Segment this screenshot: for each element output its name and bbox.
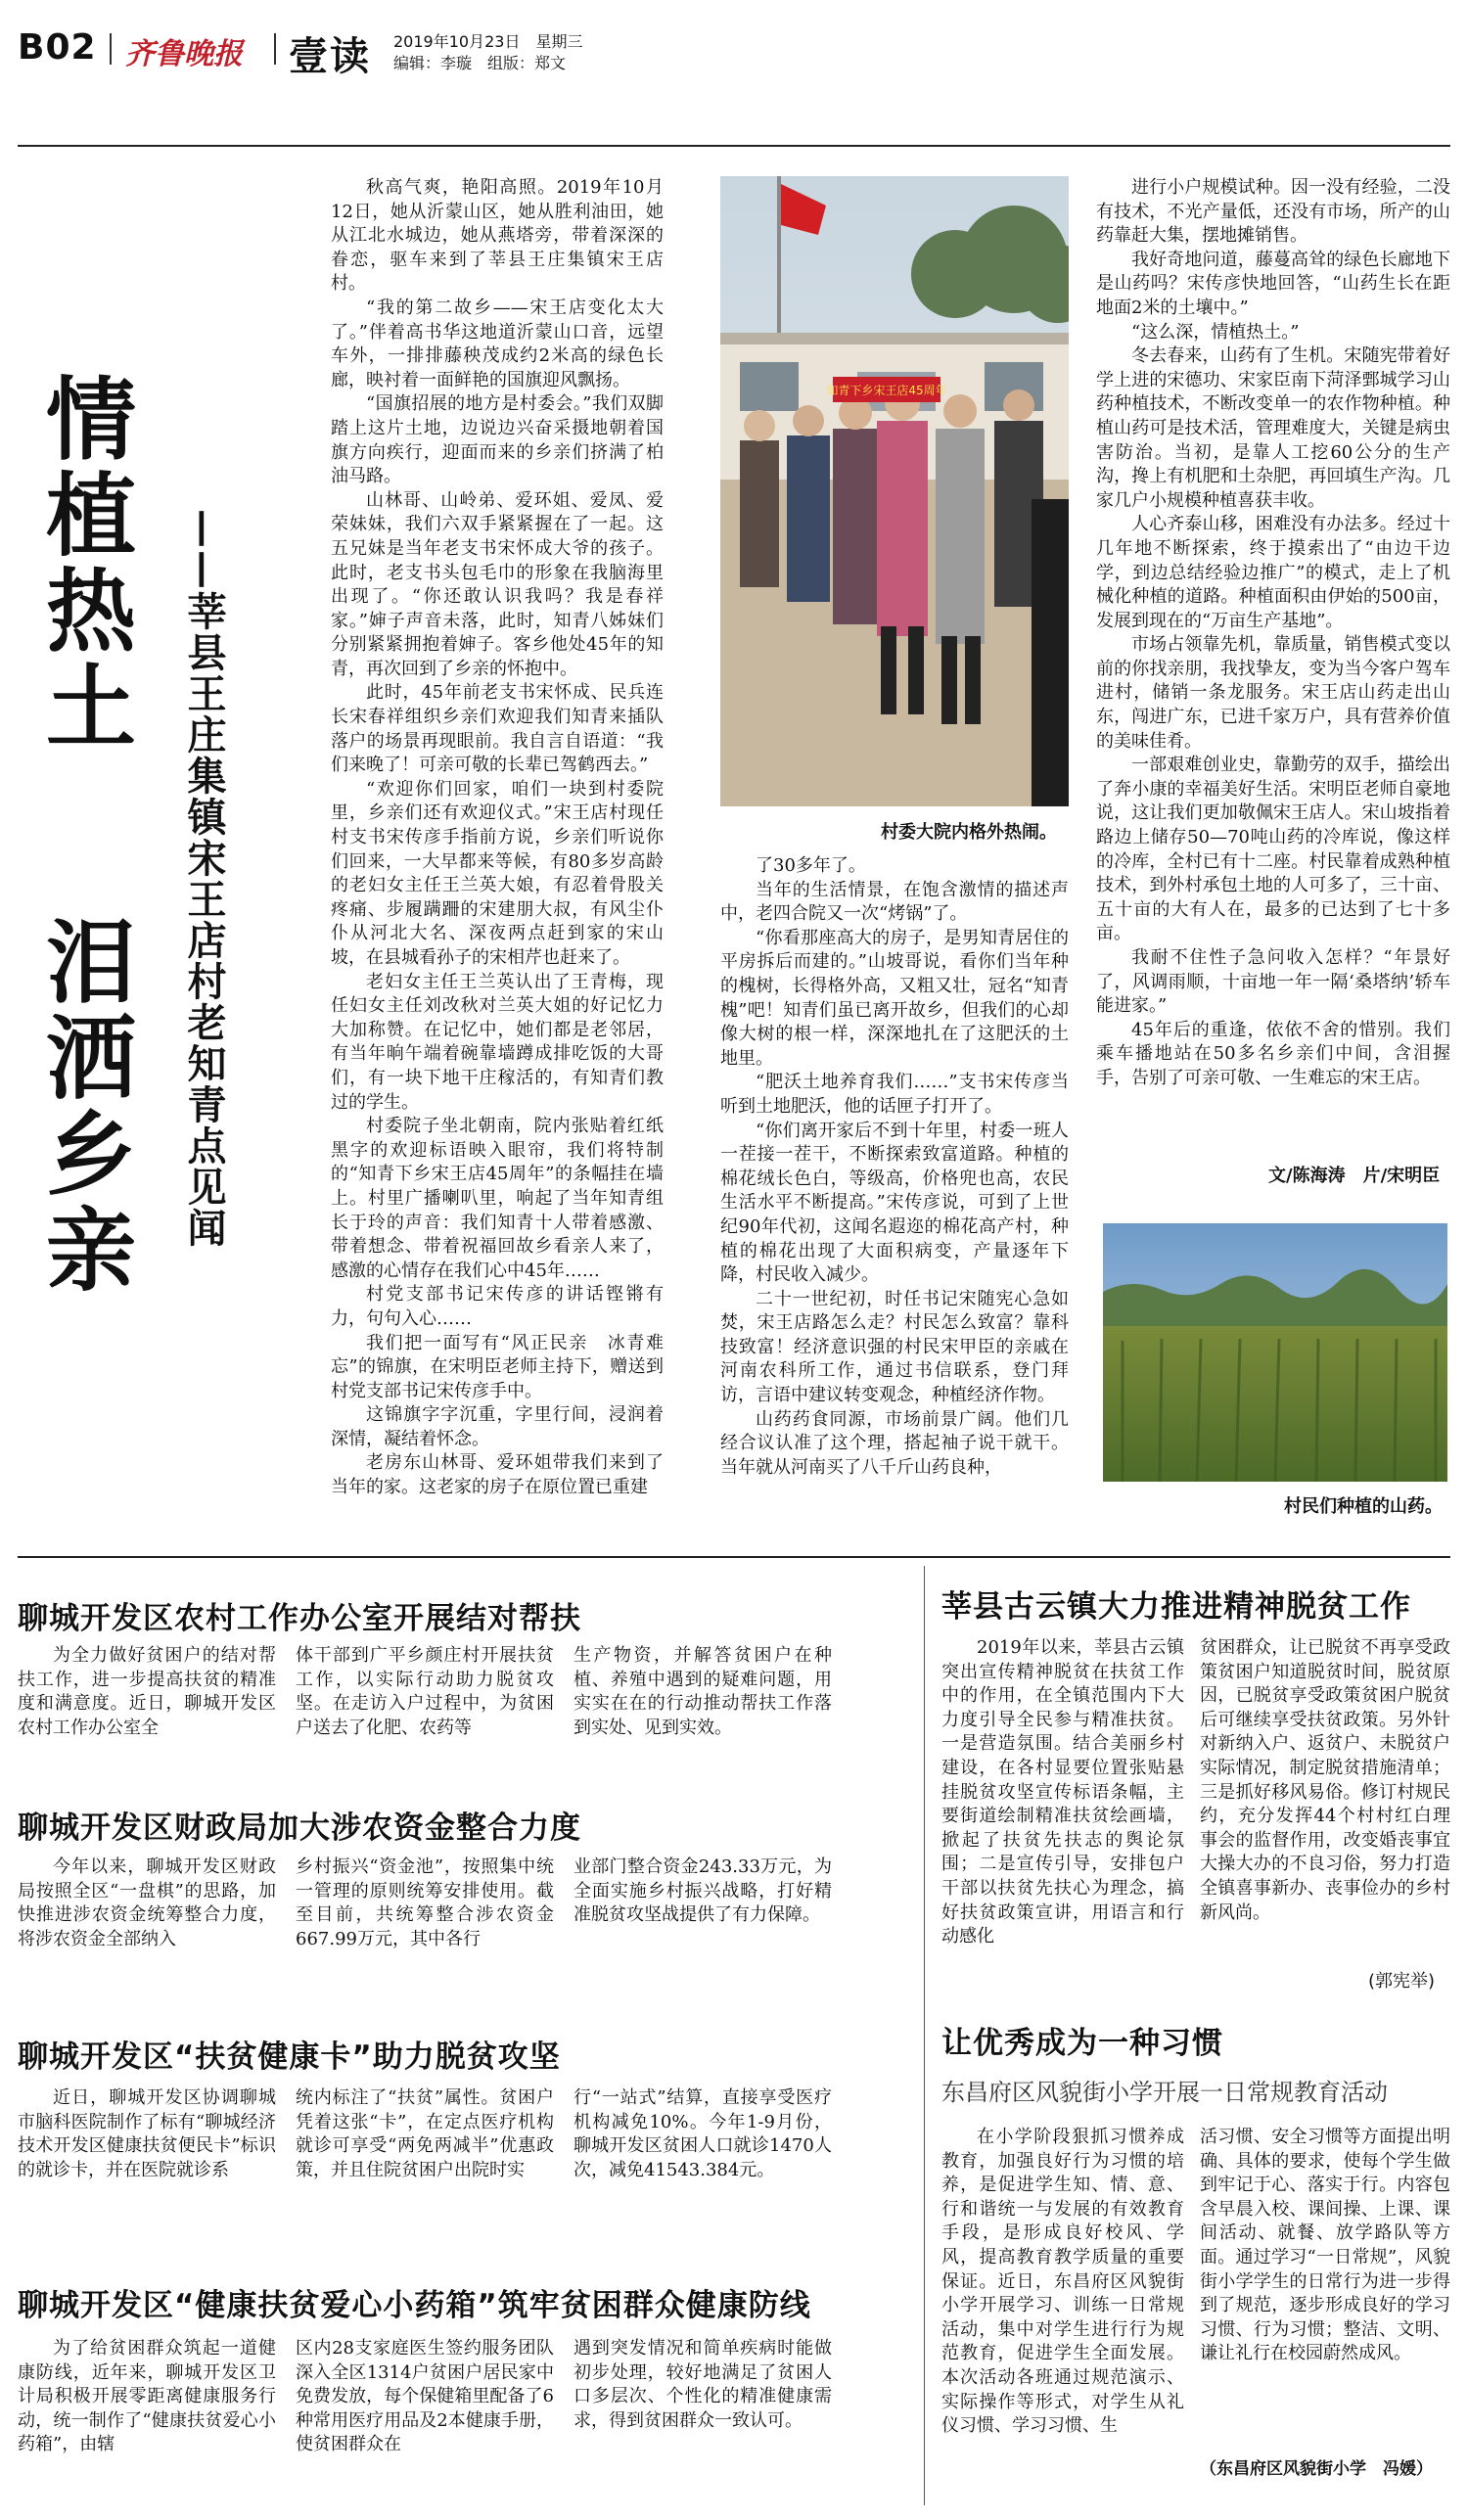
masthead-divider — [274, 33, 276, 65]
masthead-rule — [18, 145, 1450, 147]
photo2-caption: 村民们种植的山药。 — [1284, 1496, 1443, 1517]
section-divider — [18, 1556, 1450, 1558]
story-title: 让优秀成为一种习惯 — [941, 2026, 1223, 2061]
brief3-title: 聊城开发区“扶贫健康卡”助力脱贫攻坚 — [18, 2039, 561, 2075]
paragraph: 老房东山林哥、爱环姐带我们来到了当年的家。这老家的房子在原位置已重建 — [331, 1452, 664, 1498]
paragraph: 此时，45年前老支书宋怀成、民兵连长宋春祥组织乡亲们欢迎我们知青来插队落户的场景再现眼前。我自言自语道：“我们来晚了！可亲可敬的长辈已驾鹤西去。” — [331, 682, 664, 776]
paragraph: 这锦旗字字沉重，字里行间，浸润着深情，凝结着怀念。 — [331, 1404, 664, 1449]
paragraph: 二十一世纪初，时任书记宋随宪心急如焚，宋王店路怎么走？村民怎么致富？靠科技致富！经济意识强的村民宋甲臣的亲戚在河南农科所工作，通过书信联系，登门拜访，言语中建议转变观念，种植经济作物。 — [720, 1288, 1069, 1406]
feature-byline: 文/陈海涛 片/宋明臣 — [1268, 1166, 1441, 1186]
photo-village-gathering — [720, 176, 1069, 806]
paragraph: 村党支部书记宋传彦的讲话铿锵有力，句句入心…… — [331, 1284, 664, 1329]
paragraph: 老妇女主任王兰英认出了王青梅，现任妇女主任刘改秋对兰英大姐的好记忆力大加称赞。在记忆中，她们都是老邻居，有当年晌午端着碗靠墙蹲成排吃饭的大哥们，有一块下地干庄稼活的，有知青们教过的学生。 — [331, 971, 664, 1113]
newspaper-logo: 齐鲁晚报 — [125, 37, 243, 71]
paragraph: 进行小户规模试种。因一没有经验，二没有技术，不光产量低，还没有市场，所产的山药靠赶大集，摆地摊销售。 — [1096, 177, 1450, 247]
feature-column-3 — [1096, 176, 1450, 1160]
paragraph: 我好奇地问道，藤蔓高耸的绿色长廊地下是山药吗？宋传彦快地回答，“山药生长在距地面2米的土壤中。” — [1096, 249, 1450, 318]
brief4-col: 为了给贫困群众筑起一道健康防线，近年来，聊城开发区卫计局积极开展零距离健康服务行动，统一制作了“健康扶贫爱心小药箱”，由辖 — [18, 2338, 276, 2455]
brief2-col: 乡村振兴“资金池”，按照集中统一管理的原则统筹安排使用。截至目前，共统筹整合涉农资金667.99万元，其中各行 — [296, 1856, 554, 1949]
brief3-col: 统内标注了“扶贫”属性。贫困户凭着这张“卡”，在定点医疗机构就诊可享受“两免两减半”优惠政策，并且住院贫困户出院时实 — [296, 2087, 554, 2180]
brief2-col: 业部门整合资金243.33万元，为全面实施乡村振兴战略，打好精准脱贫攻坚战提供了有力保障。 — [573, 1856, 832, 1926]
paragraph: 当年的生活情景，在饱含激情的描述声中，老四合院又一次“烤锅”了。 — [720, 879, 1069, 925]
brief3-col: 近日，聊城开发区协调聊城市脑科医院制作了标有“聊城经济技术开发区健康扶贫便民卡”标识的就诊卡，并在医院就诊系 — [18, 2087, 276, 2180]
story-column: 2019年以来，莘县古云镇突出宣传精神脱贫在扶贫工作中的作用，在全镇范围内下大力度引导全民参与精准扶贫。一是营造氛围。结合美丽乡村建设，在各村显要位置张贴悬挂脱贫攻坚宣传标语条幅，主要街道绘制精准扶贫绘画墙，掀起了扶贫先扶志的舆论氛围；二是宣传引导，安排包户干部以扶贫先扶心为理念，搞好扶贫政策宣讲，用语言和行动感化 — [941, 1637, 1184, 1947]
paragraph: “这么深，情植热土。” — [1131, 321, 1300, 343]
paragraph: “肥沃土地养育我们……”支书宋传彦当听到土地肥沃，他的话匣子打开了。 — [720, 1072, 1069, 1117]
brief4-col: 遇到突发情况和简单疾病时能做初步处理，较好地满足了贫困人口多层次、个性化的精准健康需求，得到贫困群众一致认可。 — [573, 2338, 832, 2431]
photo1-caption: 村委大院内格外热闹。 — [881, 822, 1057, 843]
brief4-title: 聊城开发区“健康扶贫爱心小药箱”筑牢贫困群众健康防线 — [18, 2288, 811, 2323]
story-column: 贫困群众，让已脱贫不再享受政策贫困户知道脱贫时间，脱贫原因，已脱贫享受政策贫困户脱贫后可继续享受扶贫政策。另外针对新纳入户、返贫户、未脱贫户实际情况，制定脱贫措施清单；三是抓好移风易俗。修订村规民约，充分发挥44个村村红白理事会的监督作用，改变婚丧事宜大操大办的不良习俗，努力打造全镇喜事新办、丧事俭办的乡村新风尚。 — [1200, 1637, 1450, 1923]
paragraph: 我们把一面写有“风正民亲 冰青难忘”的锦旗，在宋明臣老师主持下，赠送到村党支部书记宋传彦手中。 — [331, 1332, 664, 1401]
story-column: 在小学阶段狠抓习惯养成教育，加强良好行为习惯的培养，是促进学生知、情、意、行和谐统一与发展的有效教育手段，是形成良好校风、学风，提高教育教学质量的重要保证。近日，东昌府区风貌街小学开展学习、训练一日常规活动，集中对学生进行行为规范教育，促进学生全面发展。本次活动各班通过规范演示、实际操作等形式，对学生从礼仪习惯、学习习惯、生 — [941, 2127, 1184, 2437]
brief1-title: 聊城开发区农村工作办公室开展结对帮扶 — [18, 1601, 581, 1636]
brief2-col: 今年以来，聊城开发区财政局按照全区“一盘棋”的思路，加快推进涉农资金统筹整合力度，将涉农资金全部纳入 — [18, 1856, 276, 1949]
feature-column-1 — [331, 176, 664, 1542]
story-column: 活习惯、安全习惯等方面提出明确、具体的要求，使每个学生做到牢记于心、落实于行。内容包含早晨入校、课间操、上课、课间活动、就餐、放学路队等方面。通过学习“一日常规”，风貌街小学学生的日常行为进一步得到了规范，逐步形成良好的学习习惯、行为习惯；整洁、文明、谦让礼行在校园蔚然成风。 — [1200, 2127, 1450, 2364]
paragraph: 冬去春来，山药有了生机。宋随宪带着好学上进的宋德功、宋家臣南下菏泽鄄城学习山药种植技术，不断改变单一的农作物种植。种植山药可是技术活，管理难度大，关键是病虫害防治。当初，是靠人工挖60公分的生产沟，搀上有机肥和土杂肥，再回填生产沟。几家几户小规模种植喜获丰收。 — [1096, 345, 1450, 511]
paragraph: 秋高气爽，艳阳高照。2019年10月12日，她从沂蒙山区，她从胜利油田，她从江北水城边，她从燕塔旁，带着深深的眷恋，驱车来到了莘县王庄集镇宋王店村。 — [331, 177, 664, 295]
paragraph: 山药药食同源，市场前景广阔。他们几经合议认准了这个理，搭起袖子说干就干。当年就从河南买了八千斤山药良种， — [720, 1408, 1069, 1478]
paragraph: “欢迎你们回家，咱们一块到村委院里，乡亲们还有欢迎仪式。”宋王店村现任村支书宋传彦手指前方说，乡亲们听说你们回来，一大早都来等候，有80多岁高龄的老妇女主任王兰英大娘，有忍着骨股关疼痛、步履蹒跚的宋建朋大叔，有风尘仆仆从河北大名、深夜两点赶到家的宋山坡，在县城看孙子的宋相芹也赶来了。 — [331, 778, 664, 968]
paragraph: 了30多年了。 — [756, 855, 866, 876]
brief1-col: 生产物资，并解答贫困户在种植、养殖中遇到的疑难问题，用实实在在的行动推动帮扶工作落到实处、见到实效。 — [573, 1645, 832, 1738]
paragraph: 人心齐泰山移，困难没有办法多。经过十几年地不断探索，终于摸索出了“由边干边学，到边总结经验边推广”的模式，走上了机械化种植的道路。种植面积由伊始的500亩，发展到现在的“万亩生产基地”。 — [1096, 514, 1450, 631]
story-subtitle: 东昌府区风貌街小学开展一日常规教育活动 — [941, 2079, 1388, 2106]
paragraph: 一部艰难创业史，靠勤劳的双手，描绘出了奔小康的幸福美好生活。宋明臣老师自豪地说，这让我们更加敬佩宋王店人。宋山坡指着路边上储存50—70吨山药的冷库说，像这样的冷库，全村已有十二座。村民靠着成熟种植技术，到外村承包土地的人可多了，三十亩、五十亩的大有人在，最多的已达到了七十多亩。 — [1096, 755, 1450, 944]
brief3-col: 行“一站式”结算，直接享受医疗机构减免10%。今年1-9月份，聊城开发区贫困人口就诊1470人次，减免41543.384元。 — [573, 2087, 832, 2180]
page-number: B02 — [18, 27, 97, 68]
brief2-title: 聊城开发区财政局加大涉农资金整合力度 — [18, 1810, 581, 1846]
feature-subtitle: ——莘县王庄集镇宋王店村老知青点见闻 — [181, 509, 227, 1249]
feature-title-line2: 泪洒乡亲 — [31, 915, 137, 1299]
paragraph: 45年后的重逢，依依不舍的惜别。我们乘车播地站在50多名乡亲们中间，含泪握手，告别了可亲可敬、一生难忘的宋王店。 — [1096, 1019, 1450, 1088]
photo-yam-field — [1103, 1223, 1447, 1482]
paragraph: “国旗招展的地方是村委会。”我们双脚踏上这片土地，边说边兴奋采摄地朝着国旗方向疾行，迎面而来的乡亲们挤满了柏油马路。 — [331, 393, 664, 487]
editor-credits: 编辑：李璇 组版：郑文 — [393, 54, 567, 72]
brief4-col: 区内28支家庭医生签约服务团队深入全区1314户贫困户居民家中免费发放，每个保健箱里配备了6种常用医疗用品及2本健康手册，使贫困群众在 — [296, 2338, 554, 2455]
paragraph: 我耐不住性子急问收入怎样？“年景好了，风调雨顺，十亩地一年一隔‘桑塔纳’轿车能进家。” — [1096, 947, 1450, 1017]
masthead-divider — [110, 33, 112, 65]
paragraph: “你看那座高大的房子，是男知青居住的平房拆后而建的。”山坡哥说，看你们当年种的槐树，长得格外高，又粗又壮，冠名“知青槐”吧！知青们虽已离开故乡，但我们的心却像大树的根一样，深深地扎在了这肥沃的土地里。 — [720, 927, 1069, 1069]
photo1-banner: 知青下乡宋王店45周年 — [826, 384, 947, 397]
story-credit: (郭宪举) — [1368, 1971, 1436, 1992]
story-title: 莘县古云镇大力推进精神脱贫工作 — [941, 1589, 1411, 1625]
paragraph: “我的第二故乡——宋王店变化太大了。”伴着高书华这地道沂蒙山口音，远望车外，一排排藤秧茂成约2米高的绿色长廊，映衬着一面鲜艳的国旗迎风飘扬。 — [331, 297, 664, 390]
column-divider — [924, 1566, 925, 2505]
section-name: 壹读 — [289, 33, 371, 79]
story-credit: （东昌府区风貌街小学 冯媛） — [1200, 2459, 1433, 2479]
brief1-col: 体干部到广平乡颜庄村开展扶贫工作，以实际行动助力脱贫攻坚。在走访入户过程中，为贫困户送去了化肥、农药等 — [296, 1645, 554, 1738]
feature-title-line1: 情植热土 — [31, 372, 137, 756]
issue-date: 2019年10月23日 星期三 — [393, 32, 583, 51]
feature-column-2 — [720, 854, 1069, 1542]
paragraph: “你们离开家后不到十年里，村委一班人一茬接一茬干，不断探索致富道路。种植的棉花绒长色白，等级高，价格兜也高，农民生活水平不断提高。”宋传彦说，可到了上世纪90年代初，这闻名遐迩的棉花高产村，种植的棉花出现了大面积病变，产量逐年下降，村民收入减少。 — [720, 1120, 1069, 1286]
paragraph: 村委院子坐北朝南，院内张贴着红纸黑字的欢迎标语映入眼帘，我们将特制的“知青下乡宋王店45周年”的条幅挂在墙上。村里广播喇叭里，响起了当年知青组长于玲的声音：我们知青十人带着感激、带着想念、带着祝福回故乡看亲人来了，感激的心情存在我们心中45年…… — [331, 1116, 664, 1281]
paragraph: 山林哥、山岭弟、爱环姐、爱凤、爱荣妹妹，我们六双手紧紧握在了一起。这五兄妹是当年老支书宋怀成大爷的孩子。此时，老支书头包毛巾的形象在我脑海里出现了。“你还敢认识我吗？我是春祥家。”婶子声音未落，此时，知青八姊妹们分别紧紧拥抱着婶子。客乡他处45年的知青，再次回到了乡亲的怀抱中。 — [331, 489, 664, 679]
paragraph: 市场占领靠先机，靠质量，销售模式变以前的你找亲朋，我找挚友，变为当今客户驾车进村，储销一条龙服务。宋王店山药走出山东，闯进广东，已进千家万户，具有营养价值的美味佳肴。 — [1096, 634, 1450, 752]
brief1-col: 为全力做好贫困户的结对帮扶工作，进一步提高扶贫的精准度和满意度。近日，聊城开发区农村工作办公室全 — [18, 1645, 276, 1738]
